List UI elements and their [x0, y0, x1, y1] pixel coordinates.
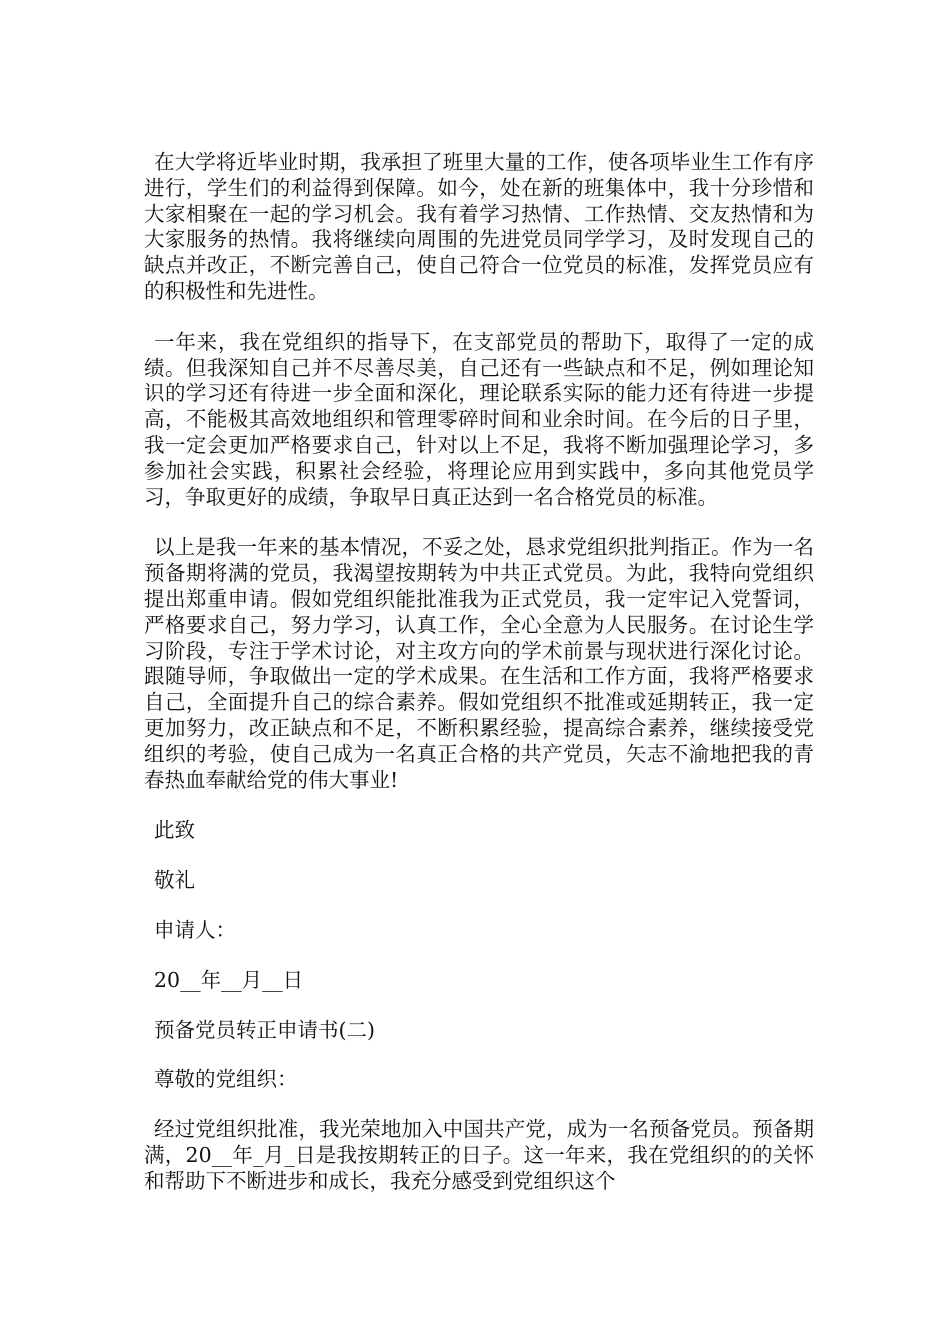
- date-line: 20__年__月__日: [154, 967, 304, 992]
- body-paragraph-1: 在大学将近毕业时期，我承担了班里大量的工作，使各项毕业生工作有序进行，学生们的利益得到保障。如今，处在新的班集体中，我十分珍惜和大家相聚在一起的学习机会。我有着学习热情、工作热情、交友热情和为大家服务的热情。我将继续向周围的先进党员同学学习，及时发现自己的缺点并改正，不断完善自己，使自己符合一位党员的标准，发挥党员应有的积极性和先进性。: [144, 150, 814, 303]
- closing-line-2: 敬礼: [154, 868, 195, 893]
- closing-line-1: 此致: [154, 818, 195, 843]
- applicant-label: 申请人：: [154, 917, 236, 942]
- document-page: [144, 150, 814, 1220]
- body-paragraph-3: 以上是我一年来的基本情况，不妥之处，恳求党组织批判指正。作为一名预备期将满的党员，我渴望按期转为中共正式党员。为此，我特向党组织提出郑重申请。假如党组织能批准我为正式党员，我一定牢记入党誓词，严格要求自己，努力学习，认真工作，全心全意为人民服务。在讨论生学习阶段，专注于学术讨论，对主攻方向的学术前景与现状进行深化讨论。跟随导师，争取做出一定的学术成果。在生活和工作方面，我将严格要求自己，全面提升自己的综合素养。假如党组织不批准或延期转正，我一定更加努力，改正缺点和不足，不断积累经验，提高综合素养，继续接受党组织的考验，使自己成为一名真正合格的共产党员，矢志不渝地把我的青春热血奉献给党的伟大事业!: [144, 535, 814, 792]
- body-paragraph-2: 一年来，我在党组织的指导下，在支部党员的帮助下，取得了一定的成绩。但我深知自己并不尽善尽美，自己还有一些缺点和不足，例如理论知识的学习还有待进一步全面和深化，理论联系实际的能力还有待进一步提高，不能极其高效地组织和管理零碎时间和业余时间。在今后的日子里，我一定会更加严格要求自己，针对以上不足，我将不断加强理论学习，多参加社会实践，积累社会经验，将理论应用到实践中，多向其他党员学习，争取更好的成绩，争取早日真正达到一名合格党员的标准。: [144, 329, 814, 509]
- salutation: 尊敬的党组织：: [154, 1067, 298, 1092]
- body-paragraph-final: 经过党组织批准，我光荣地加入中国共产党，成为一名预备党员。预备期满，20__年_月_日是我按期转正的日子。这一年来，我在党组织的的关怀和帮助下不断进步和成长，我充分感受到党组织这个: [144, 1117, 814, 1193]
- section-title: 预备党员转正申请书(二): [154, 1017, 375, 1042]
